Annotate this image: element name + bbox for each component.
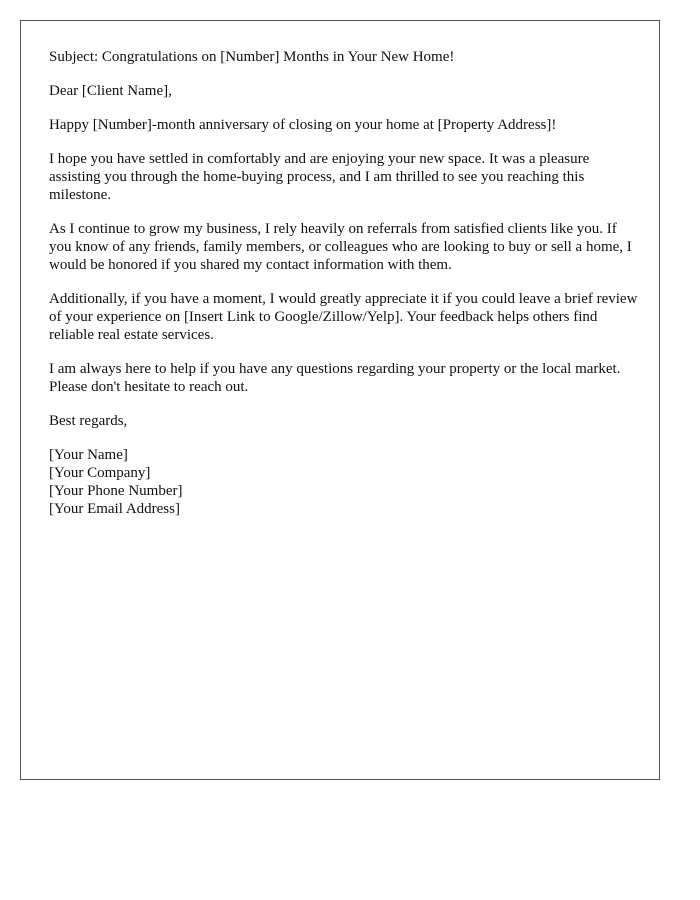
letter-paragraph-help: I am always here to help if you have any questions regarding your property or the local market. Please don't hesitate to reach out. (49, 361, 621, 395)
letter-paragraph-settled: I hope you have settled in comfortably and are enjoying your new space. It was a pleasure assisting you through the home-buying process, and I am thrilled to see you reaching this milestone. (49, 151, 590, 203)
signature-name: [Your Name] (49, 447, 128, 463)
letter-paragraph-review: Additionally, if you have a moment, I would greatly appreciate it if you could leave a brief review of your experience on [Insert Link to Google/Zillow/Yelp]. Your feedback helps others find reliable real estate services. (49, 291, 638, 343)
letter-salutation: Dear [Client Name], (49, 83, 172, 99)
signature-company: [Your Company] (49, 465, 151, 481)
signature-block (49, 446, 639, 518)
letter-page (20, 20, 660, 780)
letter-closing: Best regards, (49, 413, 128, 429)
letter-subject: Subject: Congratulations on [Number] Months in Your New Home! (49, 49, 455, 65)
letter-paragraph-referrals: As I continue to grow my business, I rely heavily on referrals from satisfied clients like you. If you know of any friends, family members, or colleagues who are looking to buy or sell a home, I would be honored if you shared my contact information with them. (49, 221, 632, 273)
signature-email: [Your Email Address] (49, 501, 180, 517)
letter-paragraph-anniversary: Happy [Number]-month anniversary of closing on your home at [Property Address]! (49, 117, 557, 133)
letter-body (49, 48, 639, 518)
signature-phone: [Your Phone Number] (49, 483, 183, 499)
